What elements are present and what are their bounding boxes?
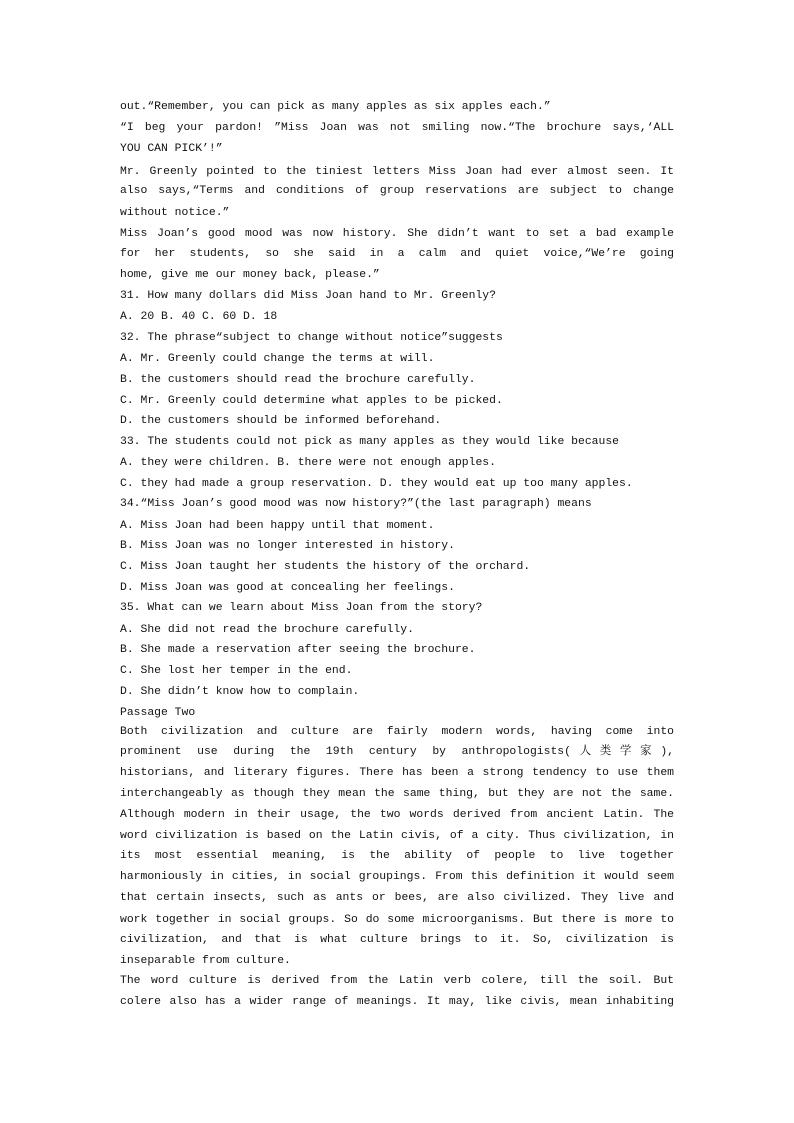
text-line: D. Miss Joan was good at concealing her feelings.	[120, 582, 455, 594]
text-line: out.“Remember, you can pick as many apples as six apples each.”	[120, 101, 551, 113]
text-line: work together in social groups. So do some microorganisms. But there is more to	[120, 914, 674, 926]
text-line: D. the customers should be informed beforehand.	[120, 415, 442, 427]
text-line: inseparable from culture.	[120, 955, 291, 967]
text-line: interchangeably as though they mean the same thing, but they are not the same.	[120, 788, 674, 800]
text-line: 34.“Miss Joan’s good mood was now history?”(the last paragraph) means	[120, 498, 592, 510]
text-line: also says,“Terms and conditions of group reservations are subject to change	[120, 185, 674, 197]
text-line: The word culture is derived from the Latin verb colere, till the soil. But	[120, 975, 674, 987]
text-line: “I beg your pardon! ”Miss Joan was not smiling now.“The brochure says,‘ALL	[120, 122, 674, 134]
text-line: without notice.”	[120, 207, 230, 219]
text-line: Miss Joan’s good mood was now history. She didn’t want to set a bad example	[120, 228, 674, 240]
text-line: D. She didn’t know how to complain.	[120, 686, 360, 698]
text-line: B. She made a reservation after seeing the brochure.	[120, 644, 476, 656]
text-line: YOU CAN PICK’!”	[120, 143, 223, 155]
text-line: A. Mr. Greenly could change the terms at will.	[120, 353, 435, 365]
text-line: C. Mr. Greenly could determine what apples to be picked.	[120, 395, 503, 407]
text-line: its most essential meaning, is the ability of people to live together	[120, 850, 674, 862]
text-line: historians, and literary figures. There has been a strong tendency to use them	[120, 767, 674, 779]
text-line: 32. The phrase“subject to change without notice”suggests	[120, 332, 503, 344]
text-line: B. Miss Joan was no longer interested in history.	[120, 540, 455, 552]
text-line: A. She did not read the brochure carefully.	[120, 624, 414, 636]
text-line: A. they were children. B. there were not enough apples.	[120, 457, 496, 469]
text-line: word civilization is based on the Latin civis, of a city. Thus civilization, in	[120, 830, 674, 842]
text-line: A. Miss Joan had been happy until that moment.	[120, 520, 435, 532]
section-heading: Passage Two	[120, 707, 196, 719]
text-line: harmoniously in cities, in social groupings. From this definition it would seem	[120, 871, 674, 883]
text-line: Mr. Greenly pointed to the tiniest letters Miss Joan had ever almost seen. It	[120, 166, 674, 178]
text-line: B. the customers should read the brochure carefully.	[120, 374, 476, 386]
text-line: A. 20 B. 40 C. 60 D. 18	[120, 311, 278, 323]
text-line: 35. What can we learn about Miss Joan from the story?	[120, 602, 483, 614]
text-line: C. they had made a group reservation. D. they would eat up too many apples.	[120, 478, 633, 490]
text-line: C. She lost her temper in the end.	[120, 665, 353, 677]
text-line: Although modern in their usage, the two words derived from ancient Latin. The	[120, 809, 674, 821]
text-line: C. Miss Joan taught her students the history of the orchard.	[120, 561, 531, 573]
text-line: 31. How many dollars did Miss Joan hand to Mr. Greenly?	[120, 290, 496, 302]
text-line: that certain insects, such as ants or bees, are also civilized. They live and	[120, 892, 674, 904]
text-line: for her students, so she said in a calm and quiet voice,“We’re going	[120, 248, 674, 260]
text-line: civilization, and that is what culture brings to it. So, civilization is	[120, 934, 674, 946]
text-line: colere also has a wider range of meanings. It may, like civis, mean inhabiting	[120, 996, 674, 1008]
text-line: 33. The students could not pick as many apples as they would like because	[120, 436, 619, 448]
text-line: home, give me our money back, please.”	[120, 269, 380, 281]
text-line: Both civilization and culture are fairly modern words, having come into	[120, 726, 674, 738]
text-line: prominent use during the 19th century by anthropologists(人类学家),	[120, 746, 674, 758]
